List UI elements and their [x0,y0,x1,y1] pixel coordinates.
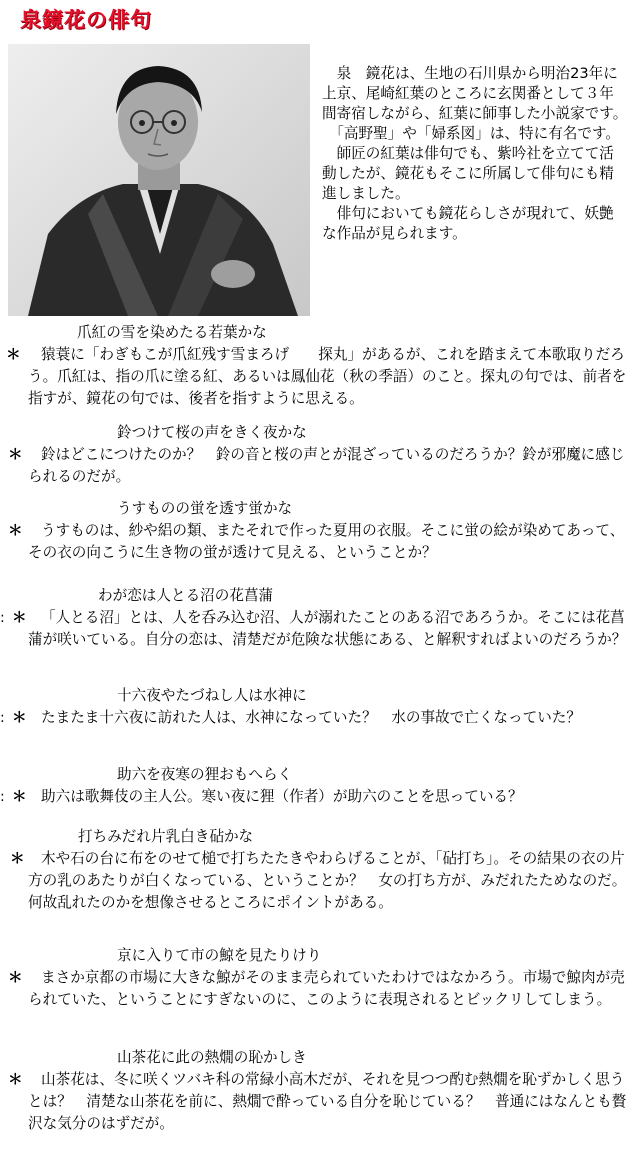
comment-text: 木や石の台に布をのせて槌で打ちたたきやわらげることが、「砧打ち」。その結果の衣の片方の乳のあたりが白くなっている、ということか？ 女の打ち方が、みだれたためなのだ。何故乱れたのかを想像させるところにポイントがある。 [28,850,627,911]
haiku-comment [0,786,642,808]
haiku-comment [0,967,642,1011]
asterisk-icon: ＊ [12,788,27,805]
haiku-comment [0,607,642,651]
comment-text: 「人とる沼」とは、人を呑み込む沼、人が溺れたことのある沼であろうか。そこには花菖蒲が咲いている。自分の恋は、清楚だが危険な状態にある、と解釈すればよいのだろうか？ [28,609,627,648]
poem-entry [0,586,642,651]
haiku-comment [0,848,642,914]
poem-entry [0,765,642,808]
intro-paragraph: 「高野聖」や「婦系図」は、特に有名です。 [322,125,621,142]
haiku-line: 京に入りて市の鯨を見たりけり [117,947,322,964]
comment-text: うすものは、紗や絽の類、またそれで作った夏用の衣服。そこに蛍の絵が染めてあって、その衣の向こうに生き物の蛍が透けて見える、ということか？ [28,522,625,561]
portrait-image [8,44,310,316]
haiku-comment [0,344,642,410]
haiku-line: 十六夜やたづねし人は水神に [117,687,307,704]
poem-entry [0,946,642,1011]
poem-entry [0,499,642,564]
comment-text: 助六は歌舞伎の主人公。寒い夜に狸（作者）が助六のことを思っている？ [41,788,523,805]
comment-text: まさか京都の市場に大きな鯨がそのまま売られていたわけではなかろう。市場で鯨肉が売られていた、ということにすぎないのに、このように表現されるとビックリしてしまう。 [28,969,625,1008]
haiku-comment [0,444,642,488]
page-title: 泉鏡花の俳句 [20,8,152,32]
asterisk-icon: ＊ [8,1071,23,1088]
intro-paragraph: 泉 鏡花は、生地の石川県から明治23年に上京、尾崎紅葉のところに玄関番として３年間寄宿しながら、紅葉に師事した小説家です。 [322,65,628,122]
comment-text: たまたま十六夜に訪れた人は、水神になっていた？ 水の事故で亡くなっていた？ [41,709,581,726]
asterisk-icon: ＊ [8,969,23,986]
haiku-comment [0,707,642,729]
haiku-comment [0,520,642,564]
haiku-line: 鈴つけて桜の声をきく夜かな [117,424,307,441]
asterisk-icon: ＊ [10,850,25,867]
intro-paragraph: 俳句においても鏡花らしさが現れて、妖艶な作品が見られます。 [322,205,614,242]
haiku-line: うすものの蛍を透す蛍かな [117,500,293,517]
intro-paragraph: 師匠の紅葉は俳句でも、紫吟社を立てて活動したが、鏡花もそこに所属して俳句にも精進しました。 [322,145,614,202]
poem-entry [0,1048,642,1135]
poem-entry [0,423,642,488]
haiku-line: 打ちみだれ片乳白き砧かな [78,828,254,845]
comment-text: 鈴はどこにつけたのか？ 鈴の音と桜の声とが混ざっているのだろうか？鈴が邪魔に感じられるのだが。 [28,446,625,485]
asterisk-icon: ＊ [8,522,23,539]
asterisk-icon: ＊ [8,446,23,463]
haiku-line: 助六を夜寒の狸おもへらく [117,766,293,783]
comment-text: 猿蓑に「わぎもこが爪紅残す雪まろげ 探丸」があるが、これを踏まえて本歌取りだろう。爪紅は、指の爪に塗る紅、あるいは鳳仙花（秋の季語）のこと。探丸の句では、前者を指すが、鏡花の句では、後者を指すように思える。 [28,346,627,407]
comment-text: 山茶花は、冬に咲くツバキ科の常緑小高木だが、それを見つつ酌む熱燗を恥ずかしく思うとは？ 清楚な山茶花を前に、熱燗で酔っている自分を恥じている？ 普通にはなんとも贅沢な気分のはずだが。 [28,1071,627,1132]
author-portrait [8,44,310,316]
haiku-line: わが恋は人とる沼の花菖蒲 [98,587,274,604]
poem-entry [0,686,642,729]
haiku-comment [0,1069,642,1135]
asterisk-icon: ＊ [12,609,27,626]
haiku-line: 爪紅の雪を染めたる若葉かな [77,324,267,341]
asterisk-icon: ＊ [6,346,21,363]
margin-mark: : [0,610,5,626]
poem-entry [0,323,642,410]
margin-mark: : [0,710,5,726]
poem-entry [0,827,642,914]
asterisk-icon: ＊ [12,709,27,726]
margin-mark: : [0,789,5,805]
intro-text [322,64,628,244]
haiku-line: 山茶花に此の熱燗の恥かしき [117,1049,307,1066]
